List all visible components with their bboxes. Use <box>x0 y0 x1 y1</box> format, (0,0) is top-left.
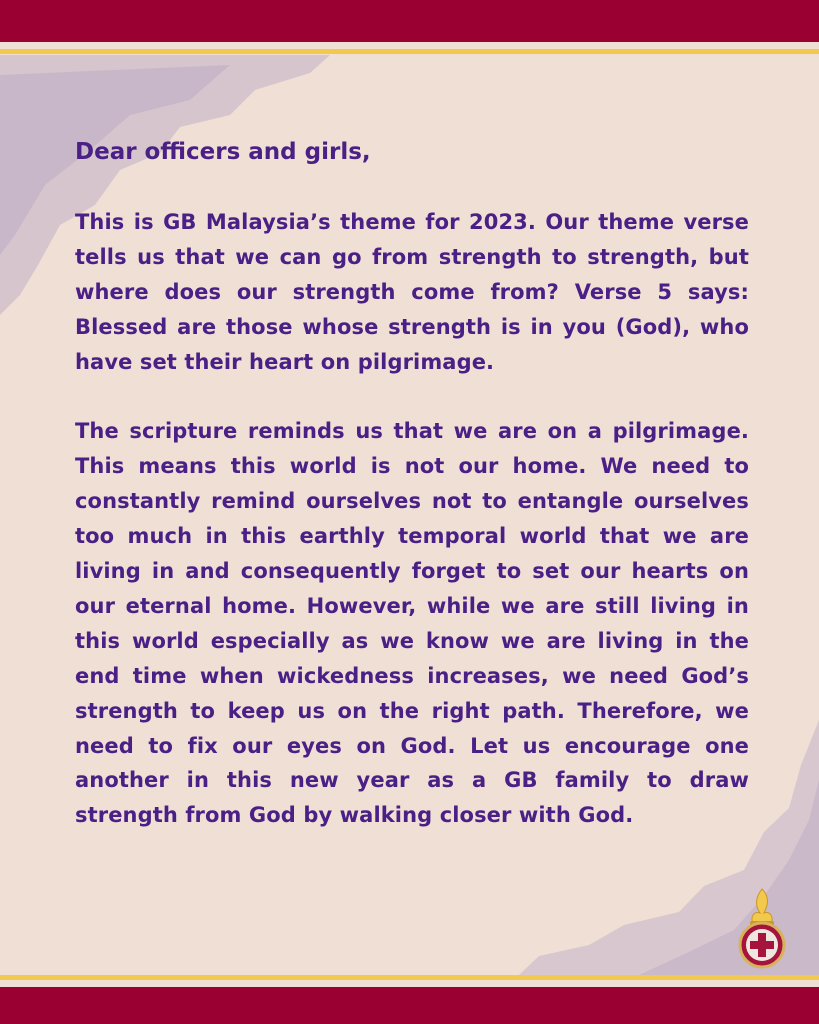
greeting: Dear officers and girls, <box>75 139 371 165</box>
bottom-banner <box>0 987 819 1024</box>
letter-body <box>75 135 749 833</box>
paragraph-theme: This is GB Malaysia’s theme for 2023. Our theme verse tells us that we can go from strength to strength, but where does our strength come from? Verse 5 says: Blessed are those whose strength is in you (God), who have set their heart on pilgrimage. <box>75 210 749 374</box>
paragraph-pilgrimage: The scripture reminds us that we are on a pilgrimage. This means this world is not our home. We need to constantly remind ourselves not to entangle ourselves too much in this earthly temporal world that we are living in and consequently forget to set our hearts on our eternal home. However, while we are still living in this world especially as we know we are living in the end time when wickedness increases, we need God’s strength to keep us on the right path. Therefore, we need to fix our eyes on God. Let us encourage one another in this new year as a GB family to draw strength from God by walking closer with God. <box>75 419 749 828</box>
gb-crest-icon <box>736 887 788 971</box>
top-banner <box>0 0 819 42</box>
bottom-gold-stripe <box>0 975 819 980</box>
top-gold-stripe <box>0 49 819 54</box>
